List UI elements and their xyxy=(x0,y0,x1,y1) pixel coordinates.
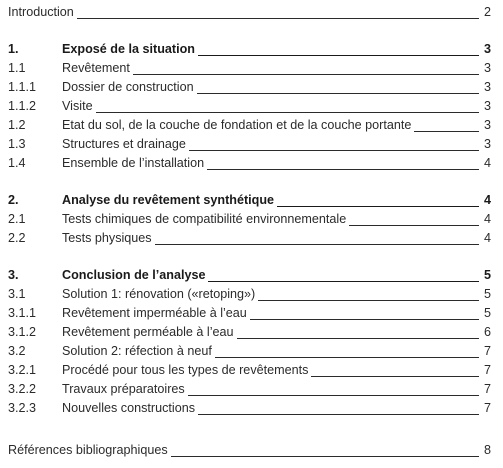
toc-entry-number: 2.1 xyxy=(8,212,26,226)
toc-leader-line xyxy=(189,150,479,151)
toc-entry-number: 1.1.1 xyxy=(8,80,37,94)
toc-entry-title: Revêtement xyxy=(62,59,131,78)
toc-entry[interactable] xyxy=(8,97,491,116)
toc-leader-line xyxy=(237,338,479,339)
toc-leader-line xyxy=(133,74,479,75)
toc-entry[interactable] xyxy=(8,135,491,154)
toc-entry-title: Dossier de construction xyxy=(62,78,195,97)
toc-leader-line xyxy=(77,18,479,19)
toc-entry[interactable] xyxy=(8,285,491,304)
toc-entry-page-number: 3 xyxy=(483,99,491,113)
toc-entry-page-number: 5 xyxy=(483,287,491,301)
toc-entry-page-number: 3 xyxy=(483,61,491,75)
toc-entry-page-number: 3 xyxy=(483,42,491,56)
toc-entry[interactable] xyxy=(8,399,491,418)
toc-entry-number: 3.2 xyxy=(8,344,26,358)
toc-entry-number: 1.1.2 xyxy=(8,99,37,113)
toc-leader-line xyxy=(197,93,479,94)
toc-entry-title: Références bibliographiques xyxy=(8,441,169,460)
toc-entry-page-number: 2 xyxy=(483,5,491,19)
toc-entry-number: 3.2.3 xyxy=(8,401,37,415)
toc-entry-title: Travaux préparatoires xyxy=(62,380,186,399)
toc-entry[interactable] xyxy=(8,191,491,210)
toc-entry-title: Etat du sol, de la couche de fondation et de la couche portante xyxy=(62,116,412,135)
toc-entry-title: Solution 2: réfection à neuf xyxy=(62,342,213,361)
toc-entry-page-number: 6 xyxy=(483,325,491,339)
toc-leader-line xyxy=(215,357,479,358)
toc-entry-number: 3.2.2 xyxy=(8,382,37,396)
toc-entry-number: 2.2 xyxy=(8,231,26,245)
toc-entry[interactable] xyxy=(8,116,491,135)
toc-entry-page-number: 4 xyxy=(483,231,491,245)
toc-leader-line xyxy=(414,131,479,132)
toc-entry-title: Tests chimiques de compatibilité environnementale xyxy=(62,210,347,229)
toc-entry-page-number: 3 xyxy=(483,80,491,94)
toc-entry-page-number: 3 xyxy=(483,118,491,132)
toc-entry-title: Revêtement perméable à l’eau xyxy=(62,323,235,342)
toc-entry-title: Analyse du revêtement synthétique xyxy=(62,191,275,210)
toc-entry-page-number: 5 xyxy=(483,268,491,282)
toc-leader-line xyxy=(207,169,479,170)
toc-entry[interactable] xyxy=(8,266,491,285)
toc-leader-line xyxy=(349,225,479,226)
toc-entry[interactable] xyxy=(8,441,491,460)
toc-entry[interactable] xyxy=(8,154,491,173)
toc-leader-line xyxy=(258,300,479,301)
toc-entry-title: Tests physiques xyxy=(62,229,153,248)
toc-leader-line xyxy=(311,376,479,377)
toc-entry[interactable] xyxy=(8,3,491,22)
toc-entry[interactable] xyxy=(8,210,491,229)
toc-entry-page-number: 8 xyxy=(483,443,491,457)
toc-entry-title: Ensemble de l’installation xyxy=(62,154,205,173)
toc-leader-line xyxy=(188,395,479,396)
toc-entry[interactable] xyxy=(8,40,491,59)
toc-entry-title: Structures et drainage xyxy=(62,135,187,154)
toc-leader-line xyxy=(208,281,479,282)
toc-entry[interactable] xyxy=(8,78,491,97)
toc-entry-number: 1.4 xyxy=(8,156,26,170)
toc-leader-line xyxy=(250,319,479,320)
toc-leader-line xyxy=(96,112,479,113)
toc-entry-title: Procédé pour tous les types de revêtements xyxy=(62,361,309,380)
toc-entry-page-number: 7 xyxy=(483,382,491,396)
toc-entry-title: Conclusion de l’analyse xyxy=(62,266,206,285)
toc-entry-number: 1.3 xyxy=(8,137,26,151)
toc-entry-number: 3. xyxy=(8,268,19,282)
toc-entry-number: 3.1 xyxy=(8,287,26,301)
toc-entry-number: 3.1.1 xyxy=(8,306,37,320)
toc-entry-number: 1.2 xyxy=(8,118,26,132)
toc-entry-title: Introduction xyxy=(8,3,75,22)
toc-entry-number: 2. xyxy=(8,193,19,207)
toc-entry-page-number: 7 xyxy=(483,344,491,358)
toc-leader-line xyxy=(155,244,479,245)
toc-leader-line xyxy=(198,55,479,56)
toc-leader-line xyxy=(277,206,479,207)
toc-entry-page-number: 7 xyxy=(483,401,491,415)
toc-entry[interactable] xyxy=(8,229,491,248)
toc-entry-page-number: 4 xyxy=(483,212,491,226)
toc-entry-title: Nouvelles constructions xyxy=(62,399,196,418)
toc-entry-number: 1.1 xyxy=(8,61,26,75)
toc-entry[interactable] xyxy=(8,361,491,380)
toc-entry-page-number: 7 xyxy=(483,363,491,377)
toc-entry-page-number: 4 xyxy=(483,193,491,207)
toc-entry-title: Revêtement imperméable à l’eau xyxy=(62,304,248,323)
toc-entry[interactable] xyxy=(8,323,491,342)
toc-entry-number: 3.1.2 xyxy=(8,325,37,339)
toc-entry-page-number: 4 xyxy=(483,156,491,170)
toc-entry-title: Solution 1: rénovation («retoping») xyxy=(62,285,256,304)
toc-entry-title: Visite xyxy=(62,97,94,116)
toc-leader-line xyxy=(171,456,479,457)
toc-entry-number: 1. xyxy=(8,42,19,56)
toc-entry[interactable] xyxy=(8,304,491,323)
toc-entry[interactable] xyxy=(8,59,491,78)
toc-entry-number: 3.2.1 xyxy=(8,363,37,377)
toc-entry[interactable] xyxy=(8,342,491,361)
toc-entry-page-number: 3 xyxy=(483,137,491,151)
toc-entry-page-number: 5 xyxy=(483,306,491,320)
toc-entry[interactable] xyxy=(8,380,491,399)
toc-entry-title: Exposé de la situation xyxy=(62,40,196,59)
toc-leader-line xyxy=(198,414,479,415)
